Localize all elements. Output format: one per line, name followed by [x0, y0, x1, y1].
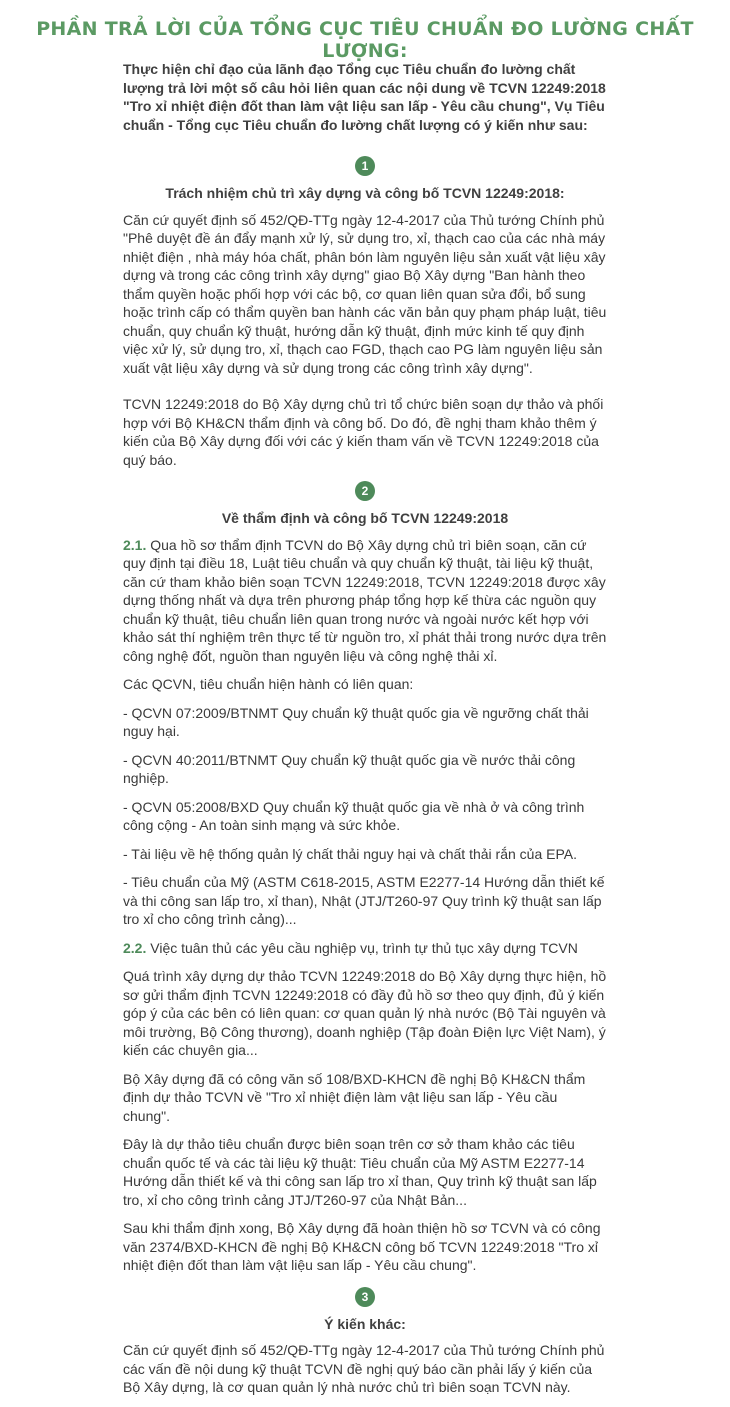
- subsection-label: 2.2.: [123, 939, 147, 956]
- section-paragraph: Bộ Xây dựng đã có công văn số 108/BXD-KHCN đề nghị Bộ KH&CN thẩm định dự thảo TCVN về "Tro xỉ nhiệt điện làm vật liệu san lấp - Yêu cầu chung".: [123, 1070, 586, 1124]
- subsection-text: Qua hồ sơ thẩm định TCVN do Bộ Xây dựng chủ trì biên soạn, căn cứ quy định tại điều 18, Luật tiêu chuẩn và quy chuẩn kỹ thuật, tài liệu kỹ thuật, căn cứ tham khảo biên soạn TCVN 12249:2018, TCVN 12249:2018 được xây dựng thống nhất và dựa trên phương pháp tổng hợp kế thừa các nguồn quy chuẩn kỹ thuật, tiêu chuẩn liên quan trong nước và ngoài nước kết hợp với khảo sát thí nghiệm trên thực tế từ nguồn tro, xỉ phát thải trong nước dựa trên công nghệ đốt, nguồn than nguyên liệu và công nghệ thải xỉ.: [123, 536, 607, 664]
- subsection-paragraph: [123, 536, 607, 666]
- section-title: Ý kiến khác:: [324, 1315, 406, 1332]
- list-item: - Tài liệu về hệ thống quản lý chất thải nguy hại và chất thải rắn của EPA.: [123, 845, 577, 862]
- section-paragraph: Căn cứ quyết định số 452/QĐ-TTg ngày 12-4-2017 của Thủ tướng Chính phủ các vấn đề nội dung kỹ thuật TCVN đề nghị quý báo cần phải lấy ý kiến của Bộ Xây dựng, là cơ quan quản lý nhà nước chủ trì biên soạn TCVN này.: [123, 1342, 605, 1395]
- section-2: [123, 481, 607, 1275]
- subsection-label: 2.1.: [123, 536, 147, 553]
- article-content: [123, 60, 607, 1407]
- list-intro: Các QCVN, tiêu chuẩn hiện hành có liên quan:: [123, 676, 414, 692]
- section-number-badge: 3: [355, 1287, 375, 1307]
- page-title: PHẦN TRẢ LỜI CỦA TỔNG CỤC TIÊU CHUẨN ĐO LƯỜNG CHẤT LƯỢNG:: [36, 18, 694, 62]
- section-1: [123, 156, 607, 469]
- section-paragraph: Đây là dự thảo tiêu chuẩn được biên soạn trên cơ sở tham khảo các tiêu chuẩn quốc tế và các tài liệu kỹ thuật: Tiêu chuẩn của Mỹ ASTM E2277-14 Hướng dẫn thiết kế và thi công san lấp tro xỉ than, Quy trình kỹ thuật san lấp tro, xỉ cho công trình cảng JTJ/T260-97 của Nhật Bản...: [123, 1136, 597, 1208]
- section-title: Trách nhiệm chủ trì xây dựng và công bố TCVN 12249:2018:: [165, 185, 565, 201]
- section-3: [123, 1287, 607, 1397]
- section-paragraph: Quá trình xây dựng dự thảo TCVN 12249:2018 do Bộ Xây dựng thực hiện, hồ sơ gửi thẩm định TCVN 12249:2018 có đầy đủ hồ sơ theo quy định, đủ ý kiến góp ý của các bên có liên quan: cơ quan quản lý nhà nước (Bộ Tài nguyên và môi trường, Bộ Công thương), doanh nghiệp (Tập đoàn Điện lực Việt Nam), ý kiến các chuyên gia...: [123, 968, 607, 1058]
- list-item: - QCVN 07:2009/BTNMT Quy chuẩn kỹ thuật quốc gia về ngưỡng chất thải nguy hại.: [123, 704, 589, 739]
- section-number-badge: 1: [355, 156, 375, 176]
- subsection-text: Việc tuân thủ các yêu cầu nghiệp vụ, trình tự thủ tục xây dựng TCVN: [146, 939, 578, 956]
- section-number-badge: 2: [355, 481, 375, 501]
- section-paragraph: Căn cứ quyết định số 452/QĐ-TTg ngày 12-4-2017 của Thủ tướng Chính phủ "Phê duyệt đề án đẩy mạnh xử lý, sử dụng tro, xỉ, thạch cao của các nhà máy nhiệt điện , nhà máy hóa chất, phân bón làm nguyên liệu sản xuất vật liệu xây dựng và trong các công trình xây dựng" giao Bộ Xây dựng "Ban hành theo thẩm quyền hoặc phối hợp với các bộ, cơ quan liên quan sửa đổi, bổ sung hoặc trình cấp có thẩm quyền ban hành các văn bản quy phạm pháp luật, tiêu chuẩn, quy chuẩn kỹ thuật, hướng dẫn kỹ thuật, định mức kinh tế quy định việc xử lý, sử dụng tro, xỉ, thạch cao FGD, thạch cao PG làm nguyên liệu sản xuất vật liệu xây dựng và sử dụng trong các công trình xây dựng".: [123, 211, 607, 376]
- section-paragraph: Sau khi thẩm định xong, Bộ Xây dựng đã hoàn thiện hồ sơ TCVN và có công văn 2374/BXD-KHCN đề nghị Bộ KH&CN công bố TCVN 12249:2018 "Tro xỉ nhiệt điện đốt than làm vật liệu san lấp - Yêu cầu chung".: [123, 1220, 601, 1273]
- list-item: - Tiêu chuẩn của Mỹ (ASTM C618-2015, ASTM E2277-14 Hướng dẫn thiết kế và thi công san lấp tro, xỉ than), Nhật (JTJ/T260-97 Quy trình kỹ thuật san lấp tro xỉ cho công trình cảng)...: [123, 874, 605, 927]
- section-paragraph: TCVN 12249:2018 do Bộ Xây dựng chủ trì tổ chức biên soạn dự thảo và phối hợp với Bộ KH&CN thẩm định và công bố. Do đó, đề nghị tham khảo thêm ý kiến của Bộ Xây dựng đối với các ý kiến tham vấn về TCVN 12249:2018 của quý báo.: [123, 396, 604, 468]
- intro-paragraph: Thực hiện chỉ đạo của lãnh đạo Tổng cục Tiêu chuẩn đo lường chất lượng trả lời một số câu hỏi liên quan các nội dung về TCVN 12249:2018 "Tro xỉ nhiệt điện đốt than làm vật liệu san lấp - Yêu cầu chung", Vụ Tiêu chuẩn - Tổng cục Tiêu chuẩn đo lường chất lượng có ý kiến như sau:: [123, 61, 606, 133]
- list-item: - QCVN 05:2008/BXD Quy chuẩn kỹ thuật quốc gia về nhà ở và công trình công cộng - An toàn sinh mạng và sức khỏe.: [123, 798, 585, 833]
- list-item: - QCVN 40:2011/BTNMT Quy chuẩn kỹ thuật quốc gia về nước thải công nghiệp.: [123, 751, 576, 786]
- section-title: Về thẩm định và công bố TCVN 12249:2018: [221, 510, 509, 526]
- subsection-paragraph: [123, 939, 607, 958]
